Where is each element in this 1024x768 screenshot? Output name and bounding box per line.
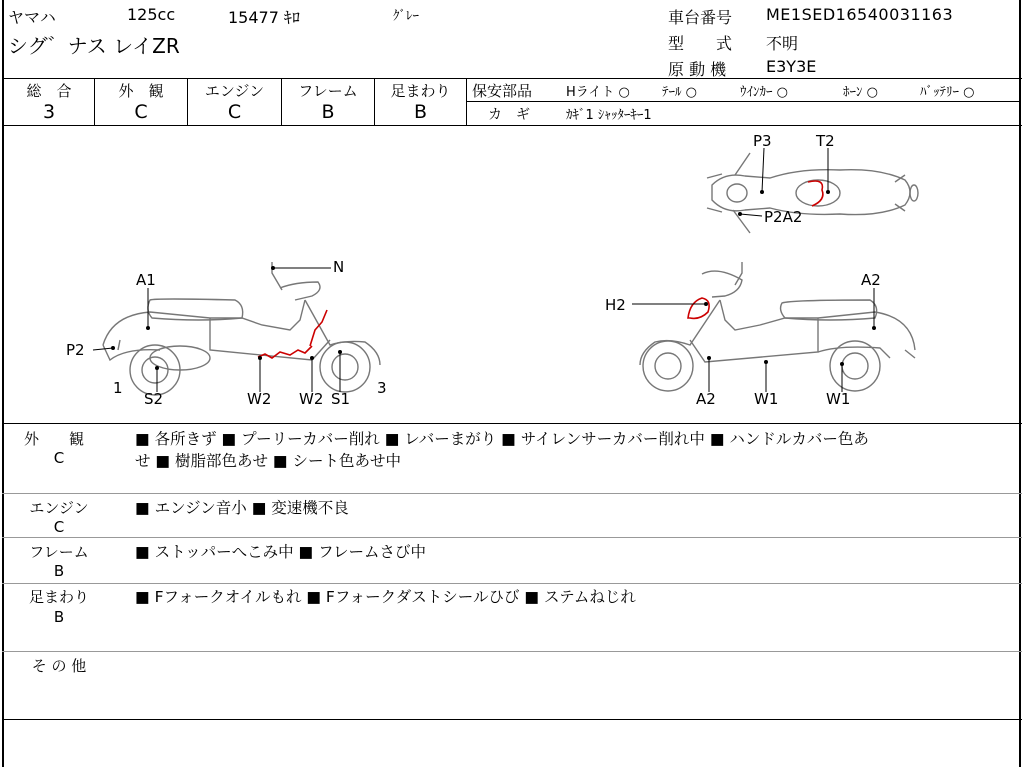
divider	[2, 493, 1022, 494]
remark-exterior-text-1: ■ 各所きず ■ プーリーカバー削れ ■ レバーまがり ■ サイレンサーカバー削れ中 ■ ハンドルカバー色あ	[135, 430, 869, 448]
remark-engine-text: ■ エンジン音小 ■ 変速機不良	[135, 499, 349, 517]
remark-frame-text: ■ ストッパーへこみ中 ■ フレームさび中	[135, 543, 426, 561]
key-label: カ ギ	[488, 107, 530, 123]
exterior-grade: C	[134, 101, 148, 123]
label-p2: P2	[66, 341, 85, 359]
label-h2: H2	[605, 296, 626, 314]
suspension-grade: B	[413, 101, 428, 123]
displacement: 125cc	[127, 5, 176, 24]
remark-suspension-label: 足まわり	[28, 588, 89, 606]
safety-title: 保安部品	[472, 82, 533, 100]
suspension-label: 足まわり	[390, 82, 451, 100]
safety-taillight: ﾃｰﾙ ○	[662, 85, 697, 100]
type-label: 型 式	[668, 34, 733, 53]
overall-label: 総 合	[26, 82, 72, 100]
chassis-label: 車台番号	[668, 8, 733, 27]
divider	[2, 583, 1022, 584]
label-w1-b: W1	[826, 390, 851, 408]
divider	[2, 537, 1022, 538]
remark-engine-label: エンジン	[29, 499, 89, 517]
label-1: 1	[113, 379, 123, 397]
label-w1-a: W1	[754, 390, 779, 408]
label-w2-b: W2	[299, 390, 324, 408]
label-n: N	[333, 258, 345, 276]
label-p3: P3	[753, 132, 772, 150]
top-view-scooter	[707, 153, 918, 233]
mileage: 15477 ｷﾛ	[228, 8, 300, 27]
engine-type-label: 原 動 機	[668, 60, 727, 79]
safety-winker: ｳｲﾝｶｰ ○	[740, 85, 788, 100]
divider	[2, 651, 1022, 652]
label-s2: S2	[144, 390, 164, 408]
remark-exterior-text-2: せ ■ 樹脂部色あせ ■ シート色あせ中	[135, 452, 401, 470]
label-t2: T2	[816, 132, 835, 150]
remark-engine-grade: C	[53, 518, 65, 536]
damage-mark-top	[808, 181, 823, 206]
engine-type-value: E3Y3E	[766, 57, 817, 76]
label-a1: A1	[136, 271, 156, 289]
type-value: 不明	[766, 34, 799, 53]
key-value: ｶｷﾞ1 ｼｬｯﾀｰｷｰ1	[566, 108, 652, 123]
frame-label: フレーム	[298, 82, 358, 100]
safety-battery: ﾊﾞｯﾃﾘｰ ○	[920, 85, 975, 100]
label-w2-a: W2	[247, 390, 272, 408]
safety-headlight: Hライト ○	[566, 85, 630, 100]
remark-frame-label: フレーム	[29, 543, 89, 561]
divider	[2, 719, 1022, 720]
label-3: 3	[377, 379, 387, 397]
label-s1: S1	[331, 390, 351, 408]
remark-frame-grade: B	[53, 562, 65, 580]
remark-exterior-label: 外 観	[23, 430, 84, 448]
overall-grade: 3	[42, 101, 56, 123]
engine-grade: C	[227, 101, 242, 123]
maker: ヤマハ	[8, 8, 56, 27]
engine-label: エンジン	[204, 82, 265, 100]
label-p2a2: P2A2	[764, 208, 803, 226]
damage-mark-left-front	[310, 310, 327, 346]
frame-grade: B	[321, 101, 335, 123]
exterior-label: 外 観	[118, 82, 164, 100]
remark-suspension-text: ■ Fフォークオイルもれ ■ Fフォークダストシールひび ■ ステムねじれ	[135, 588, 636, 606]
remark-suspension-grade: B	[53, 608, 65, 626]
remark-other-label: そ の 他	[31, 657, 87, 675]
color: ｸﾞﾚｰ	[393, 9, 419, 24]
chassis-value: ME1SED16540031163	[766, 5, 954, 24]
label-a2-top: A2	[861, 271, 881, 289]
model-name: シグ゛ナス レイZR	[8, 34, 180, 58]
damage-mark-right-front	[688, 298, 709, 318]
safety-horn: ﾎｰﾝ ○	[843, 85, 878, 100]
label-a2: A2	[696, 390, 716, 408]
remark-exterior-grade: C	[53, 449, 65, 467]
